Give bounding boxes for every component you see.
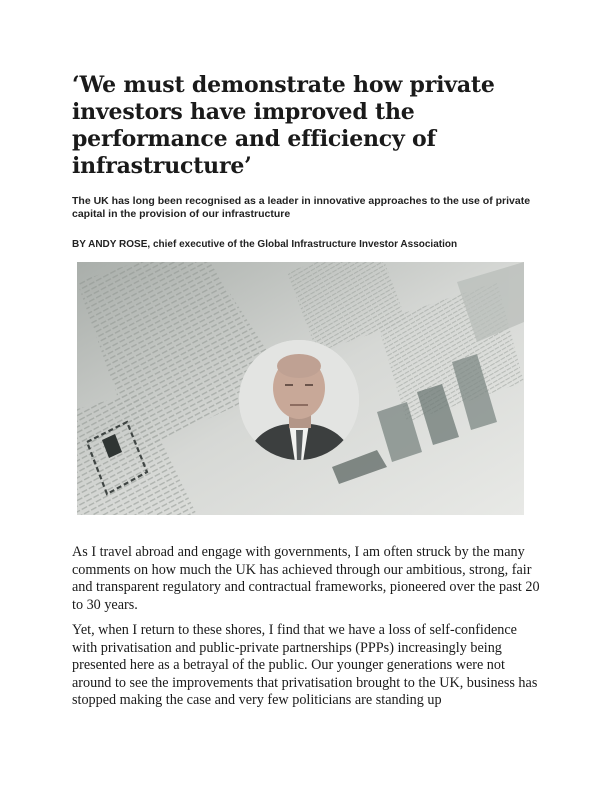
article-standfirst: The UK has long been recognised as a leader in innovative approaches to the use of private capital in the provision of our infrastructure: [72, 195, 531, 220]
article-paragraph: Yet, when I return to these shores, I find that we have a loss of self-confidence with privatisation and public-private partnerships (PPPs) increasingly being presented here as a betrayal of the public. Our younger generations were not around to see the improvements that privatisation brought to the UK, business has stopped making the case and very few politicians are standing up: [72, 622, 538, 709]
article-byline: [72, 238, 542, 251]
byline-role: chief executive of the Global Infrastructure Investor Association: [150, 239, 458, 250]
newspaper-background-image: [77, 262, 524, 515]
byline-author: BY ANDY ROSE,: [72, 239, 151, 250]
hero-image: [77, 262, 524, 515]
article-headline: ‘We must demonstrate how private investors have improved the performance and efficiency of infrastructure’: [72, 72, 495, 179]
article-paragraph: As I travel abroad and engage with governments, I am often struck by the many comments on how much the UK has achieved through our ambitious, strong, fair and transparent regulatory and contractual frameworks, pioneered over the past 20 to 30 years.: [72, 544, 540, 613]
